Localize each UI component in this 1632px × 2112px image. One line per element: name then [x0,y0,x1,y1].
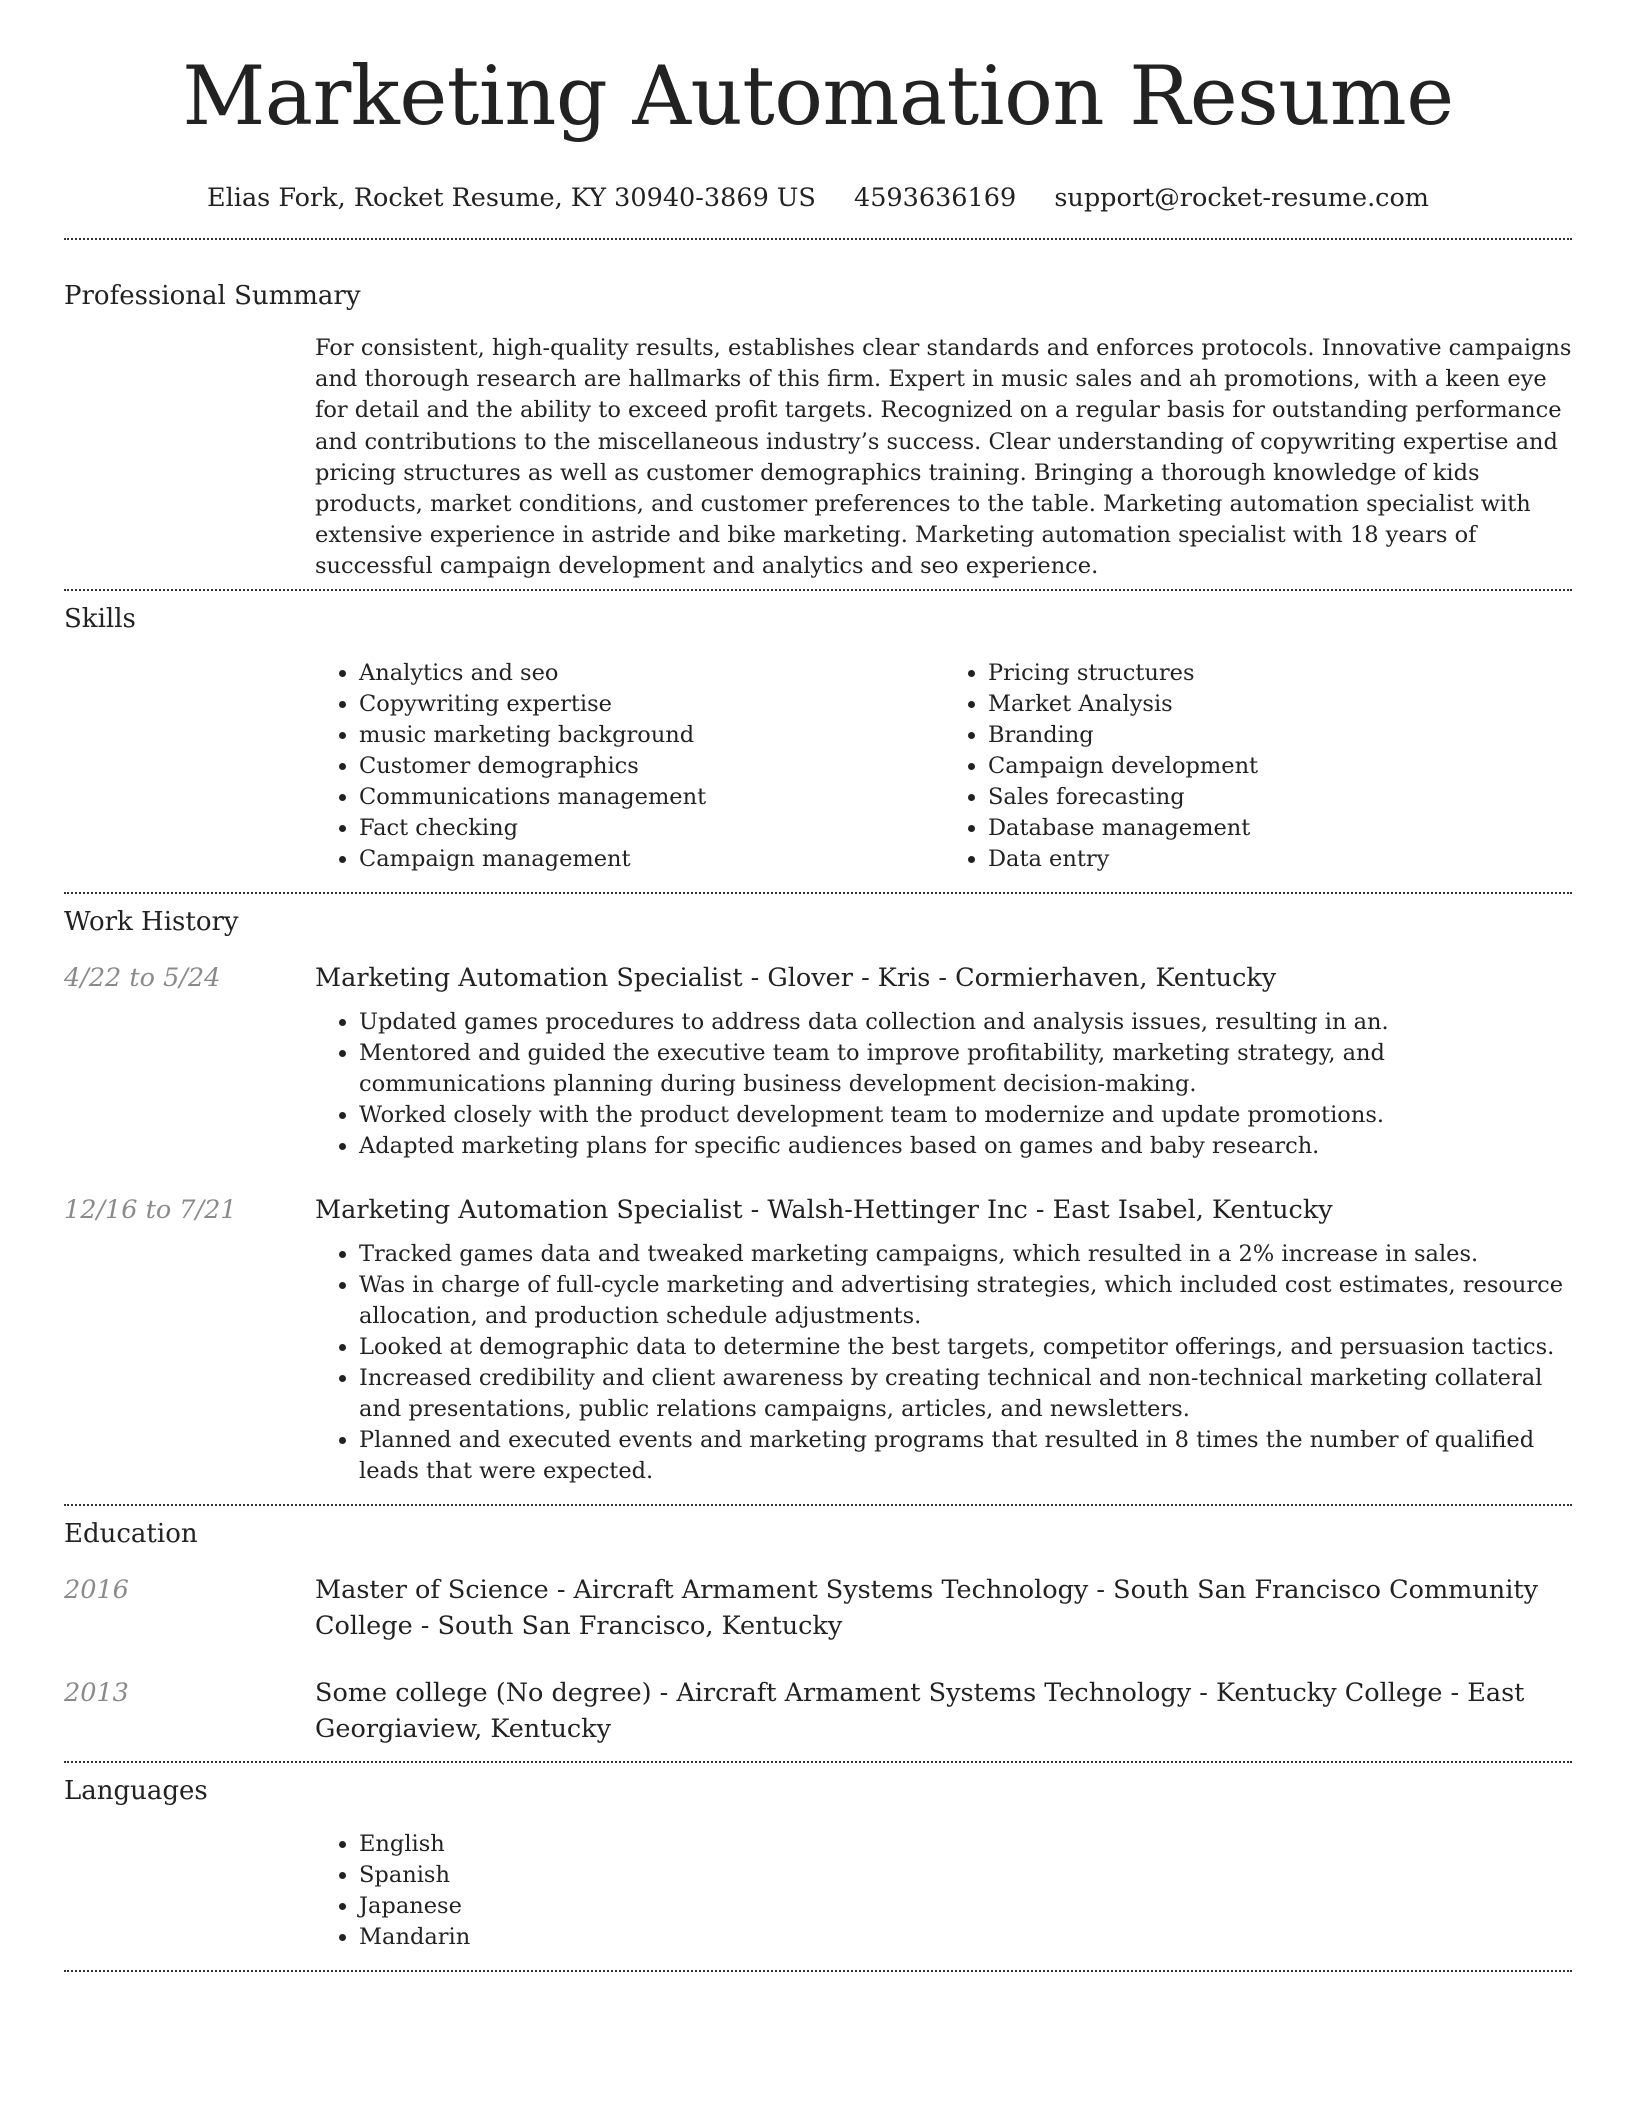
section-title-languages: Languages [64,1775,208,1806]
job-bullet: • Mentored and guided the executive team to improve profitability, marketing strategy, and communications planning during business development decision-making. [359,1038,1572,1100]
section-title-work-history: Work History [64,906,239,937]
section-title-summary: Professional Summary [64,281,361,311]
job-content [315,960,1572,1162]
resume-page [64,0,1572,1972]
skill-item: • Branding [988,720,1573,751]
education-year: 2013 [64,1677,129,1708]
skills-column-left [315,658,944,875]
contact-line [64,178,1572,218]
skill-item: • Fact checking [359,813,944,844]
job-entry [64,1192,1572,1487]
languages-list [315,1829,1573,1953]
job-bullet: • Adapted marketing plans for specific audiences based on games and baby research. [359,1131,1572,1162]
divider [64,1504,1572,1506]
resume-title: Marketing Automation Resume [182,50,1454,144]
language-item: • English [359,1829,1573,1860]
skills-column-right [944,658,1573,875]
job-bullet: • Tracked games data and tweaked marketing campaigns, which resulted in a 2% increase in sales. [359,1239,1572,1270]
skill-item: • Campaign development [988,751,1573,782]
divider [64,589,1572,591]
skill-item: • Pricing structures [988,658,1573,689]
job-bullets [315,1239,1572,1487]
language-item: • Japanese [359,1891,1573,1922]
skill-item: • Market Analysis [988,689,1573,720]
job-dates: 4/22 to 5/24 [64,962,221,993]
job-entry [64,960,1572,1162]
job-dates: 12/16 to 7/21 [64,1194,237,1225]
skill-item: • Data entry [988,844,1573,875]
divider [64,892,1572,894]
education-text: Some college (No degree) - Aircraft Armament Systems Technology - Kentucky College - East Georgiaview, Kentucky [315,1677,1525,1744]
skill-item: • Customer demographics [359,751,944,782]
skill-item: • Database management [988,813,1573,844]
skill-item: • Copywriting expertise [359,689,944,720]
contact-phone: 4593636169 [853,183,1017,213]
job-bullet: • Was in charge of full-cycle marketing and advertising strategies, which included cost estimates, resource allocation, and production schedule adjustments. [359,1270,1572,1332]
skills-list [315,658,1573,875]
skill-item: • Analytics and seo [359,658,944,689]
contact-email: support@rocket-resume.com [1054,183,1429,213]
summary-body [315,333,1573,583]
divider [64,238,1572,240]
education-text: Master of Science - Aircraft Armament Systems Technology - South San Francisco Community College - South San Francisco, Kentucky [315,1574,1539,1641]
language-item: • Spanish [359,1860,1573,1891]
skill-item: • music marketing background [359,720,944,751]
section-title-education: Education [64,1518,198,1549]
education-entry [64,1572,1572,1644]
summary-text: For consistent, high-quality results, establishes clear standards and enforces protocols. Innovative campaigns and thorough research are hallmarks of this firm. Expert in music sales and ah promotions, with a keen eye for detail and the ability to exceed profit targets. Recognized on a regular basis for outstanding performance and contributions to the miscellaneous industry’s success. Clear understanding of copywriting expertise and pricing structures as well as customer demographics training. Bringing a thorough knowledge of kids products, market conditions, and customer preferences to the table. Marketing automation specialist with extensive experience in astride and bike marketing. Marketing automation specialist with 18 years of successful campaign development and analytics and seo experience. [315,335,1572,580]
divider [64,1970,1572,1972]
job-bullet: • Worked closely with the product development team to modernize and update promotions. [359,1100,1572,1131]
contact-address: Elias Fork, Rocket Resume, KY 30940-3869 US [207,183,816,213]
job-bullet: • Planned and executed events and marketing programs that resulted in 8 times the number of qualified leads that were expected. [359,1425,1572,1487]
skill-item: • Campaign management [359,844,944,875]
language-item: • Mandarin [359,1922,1573,1953]
job-title: Marketing Automation Specialist - Glover - Kris - Cormierhaven, Kentucky [315,962,1277,993]
job-content [315,1192,1572,1487]
education-content [315,1572,1572,1644]
education-year: 2016 [64,1574,129,1605]
skill-item: • Communications management [359,782,944,813]
languages-bullets [315,1829,1573,1953]
divider [64,1761,1572,1763]
education-content [315,1675,1572,1747]
skill-item: • Sales forecasting [988,782,1573,813]
job-bullets [315,1007,1572,1162]
job-bullet: • Increased credibility and client awareness by creating technical and non-technical marketing collateral and presentations, public relations campaigns, articles, and newsletters. [359,1363,1572,1425]
job-bullet: • Updated games procedures to address data collection and analysis issues, resulting in an. [359,1007,1572,1038]
job-bullet: • Looked at demographic data to determine the best targets, competitor offerings, and persuasion tactics. [359,1332,1572,1363]
job-title: Marketing Automation Specialist - Walsh-Hettinger Inc - East Isabel, Kentucky [315,1194,1333,1225]
section-title-skills: Skills [64,603,136,634]
education-entry [64,1675,1572,1747]
